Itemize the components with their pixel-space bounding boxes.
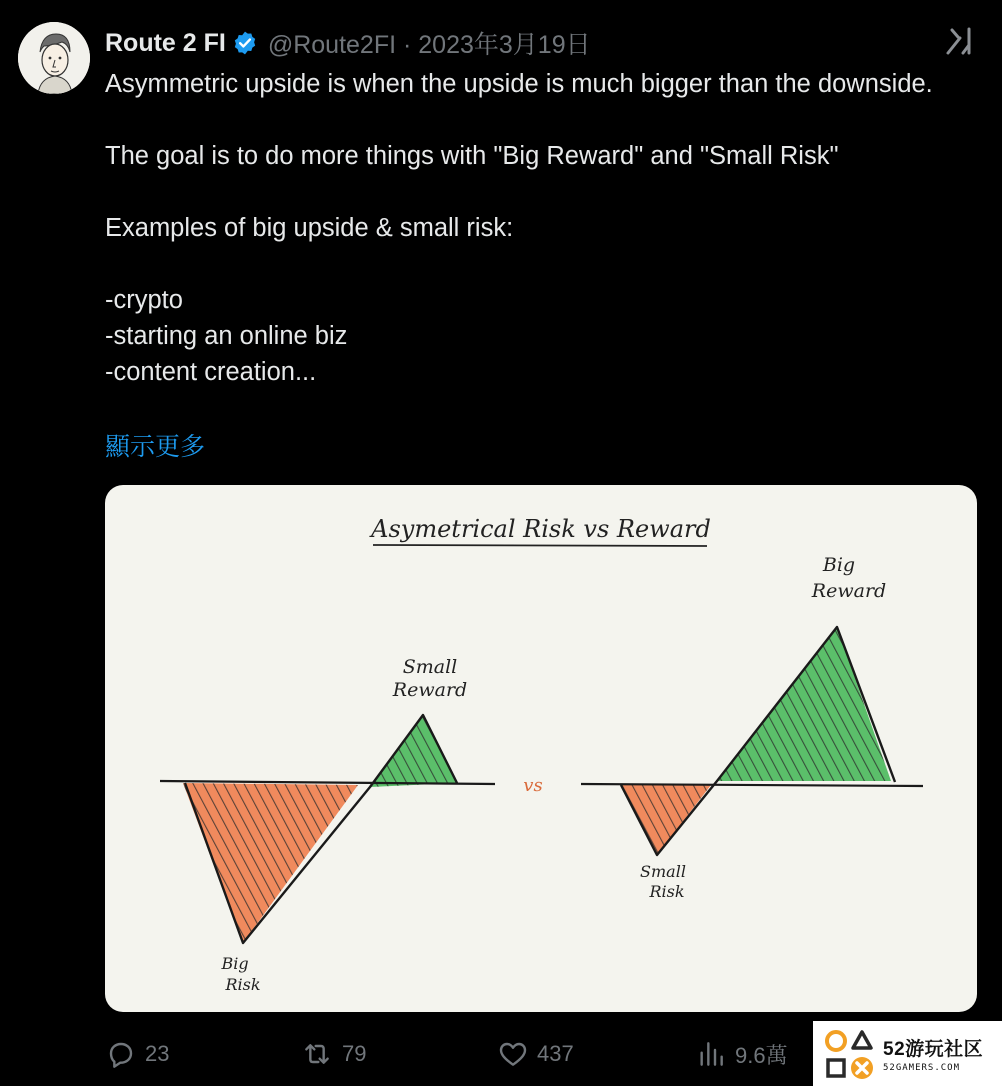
small-reward-label-1: Small [402,656,458,678]
tweet-text [105,66,975,390]
right-figure [581,554,923,901]
handle[interactable]: @Route2FI [267,31,397,59]
grok-icon[interactable] [944,26,974,56]
big-risk-label-2: Risk [225,975,261,994]
title-underline [373,545,707,546]
big-reward-label-1: Big [822,554,856,576]
repost-count: 79 [342,1041,367,1066]
risk-reward-drawing [105,485,977,1012]
heart-icon [497,1038,529,1070]
list-item: -content creation... [105,358,317,386]
display-name[interactable]: Route 2 FI [105,28,226,57]
watermark-logo-icon [821,1026,877,1082]
small-risk-label-1: Small [640,862,686,881]
tweet-image[interactable] [105,485,977,1012]
reply-icon [105,1038,137,1070]
like-button[interactable] [497,1034,574,1074]
reply-button[interactable] [105,1034,169,1074]
show-more-link[interactable]: 顯示更多 [105,433,206,461]
tweet-paragraph-1: Asymmetric upside is when the upside is much bigger than the downside. [105,70,933,98]
watermark [813,1021,1002,1086]
repost-button[interactable] [300,1034,366,1074]
big-reward-label-2: Reward [811,580,887,602]
post-date[interactable]: 2023年3月19日 [418,31,591,59]
vs-label: vs [523,775,543,796]
watermark-title: 52游玩社区 [883,1039,984,1060]
view-count: 9.6萬 [735,1042,788,1068]
tweet-paragraph-3: Examples of big upside & small risk: [105,214,514,242]
avatar-illustration [18,22,90,94]
views-button[interactable] [695,1034,788,1074]
image-title: Asymetrical Risk vs Reward [371,515,711,543]
verified-badge-icon [232,30,258,56]
list-item: -crypto [105,286,183,314]
like-count: 437 [537,1041,574,1066]
small-reward-label-2: Reward [392,679,468,701]
action-bar [105,1034,805,1074]
tweet-header [105,26,591,60]
avatar[interactable] [18,22,90,94]
big-risk-label-1: Big [221,954,249,973]
small-risk-label-2: Risk [649,882,685,901]
list-item: -starting an online biz [105,322,348,350]
watermark-domain: 52GAMERS.COM [883,1063,961,1073]
repost-icon [300,1038,334,1070]
tweet-paragraph-2: The goal is to do more things with "Big Reward" and "Small Risk" [105,142,839,170]
reply-count: 23 [145,1041,170,1066]
header-separator: · [396,31,419,59]
views-chart-icon [695,1038,727,1070]
left-figure [160,656,495,994]
